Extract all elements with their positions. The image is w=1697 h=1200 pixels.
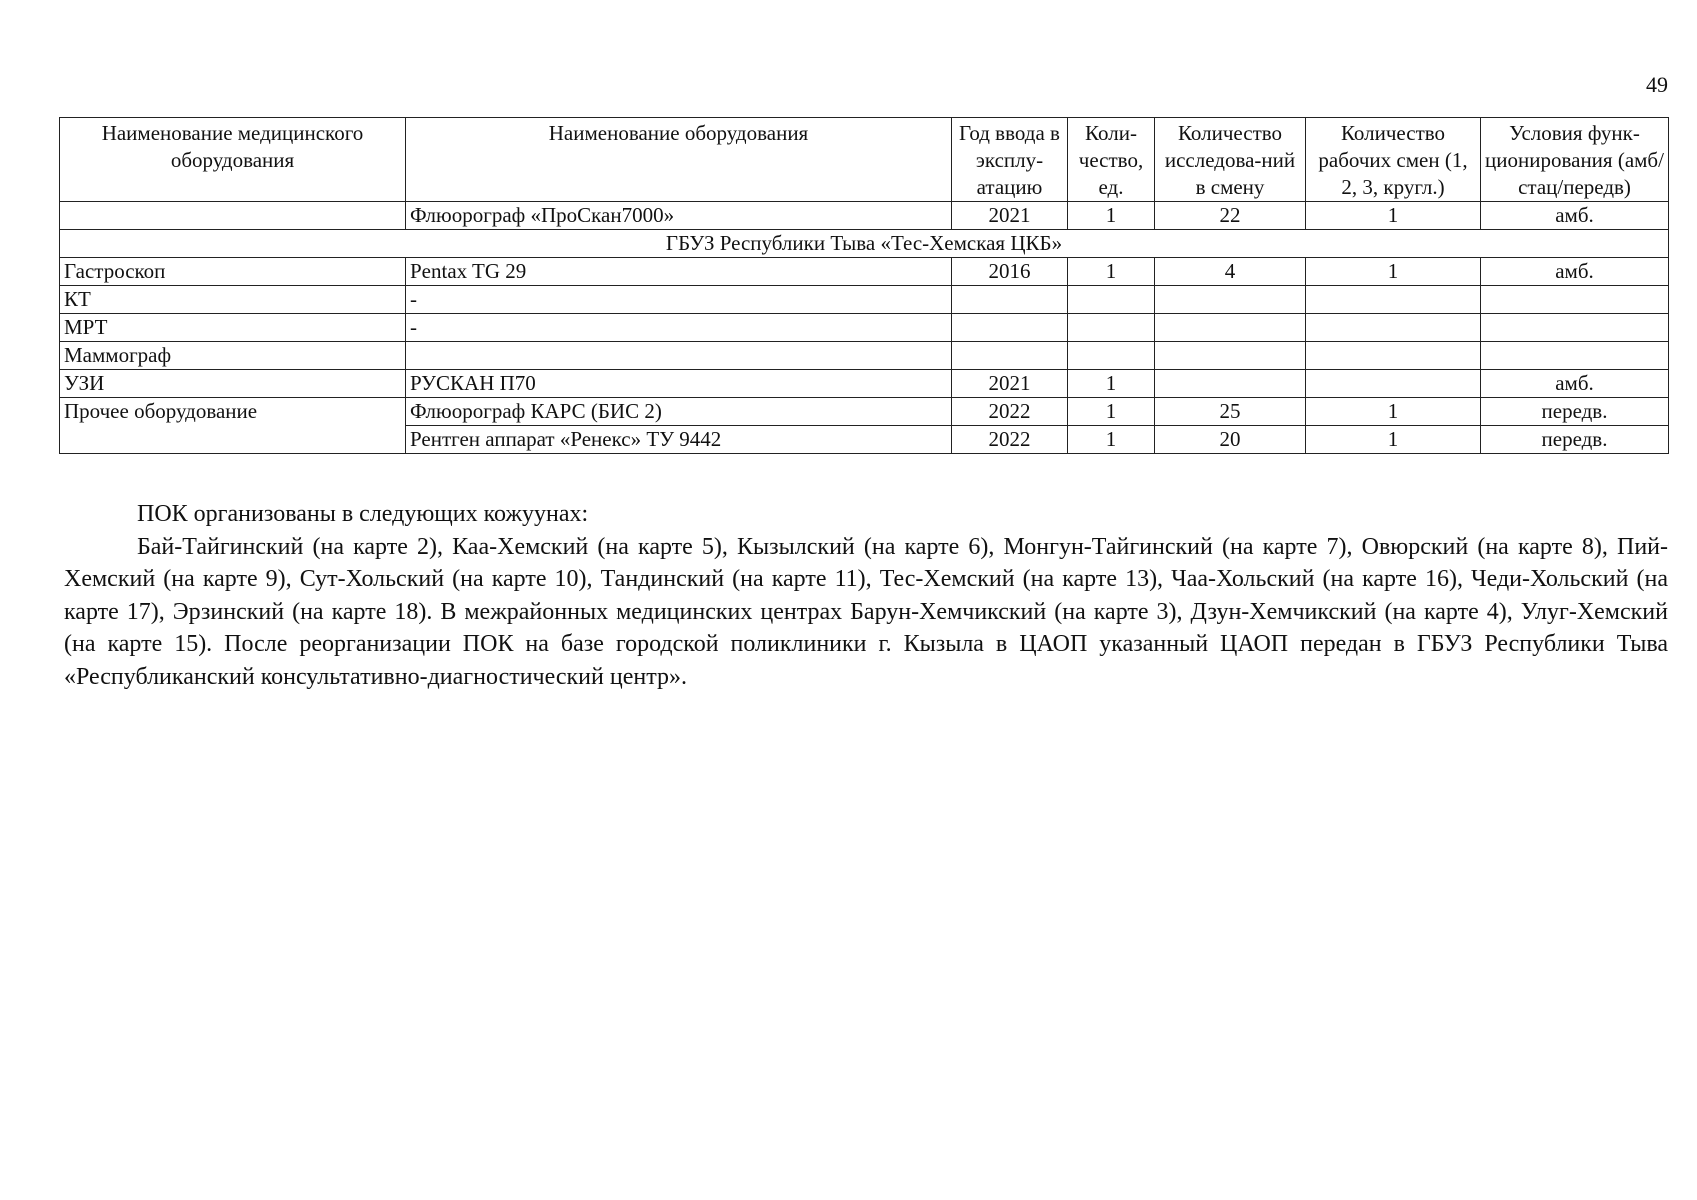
body-text	[64, 498, 1668, 693]
cell-type	[60, 426, 406, 454]
cell-type: КТ	[60, 286, 406, 314]
cell-conditions	[1481, 314, 1669, 342]
cell-year: 2021	[952, 202, 1068, 230]
header-shifts: Количество рабочих смен (1, 2, 3, кругл.)	[1306, 118, 1481, 202]
cell-qty: 1	[1068, 202, 1155, 230]
cell-name	[406, 342, 952, 370]
cell-shifts	[1306, 286, 1481, 314]
cell-shifts	[1306, 342, 1481, 370]
table-row	[60, 314, 1669, 342]
cell-conditions: передв.	[1481, 398, 1669, 426]
cell-type: МРТ	[60, 314, 406, 342]
cell-year: 2022	[952, 426, 1068, 454]
page-number: 49	[1646, 72, 1668, 97]
cell-studies: 4	[1155, 258, 1306, 286]
header-equipment-name: Наименование оборудования	[406, 118, 952, 202]
cell-qty: 1	[1068, 398, 1155, 426]
cell-shifts	[1306, 314, 1481, 342]
header-quantity: Коли-чество, ед.	[1068, 118, 1155, 202]
table-row	[60, 426, 1669, 454]
cell-year: 2016	[952, 258, 1068, 286]
cell-studies: 20	[1155, 426, 1306, 454]
header-studies-per-shift: Количество исследова-ний в смену	[1155, 118, 1306, 202]
cell-qty	[1068, 342, 1155, 370]
cell-conditions: амб.	[1481, 258, 1669, 286]
equipment-table	[59, 117, 1669, 454]
paragraph: Бай-Тайгинский (на карте 2), Каа-Хемский (на карте 5), Кызылский (на карте 6), Монгун-Тайгинский (на карте 7), Овюрский (на карте 8), Пий-Хемский (на карте 9), Сут-Хольский (на карте 10), Тандинский (на карте 11), Тес-Хемский (на карте 13), Чаа-Хольский (на карте 16), Чеди-Хольский (на карте 17), Эрзинский (на карте 18). В межрайонных медицинских центрах Барун-Хемчикский (на карте 3), Дзун-Хемчикский (на карте 4), Улуг-Хемский (на карте 15). После реорганизации ПОК на базе городской поликлиники г. Кызыла в ЦАОП указанный ЦАОП передан в ГБУЗ Республики Тыва «Республиканский консультативно-диагностический центр».	[64, 533, 1668, 690]
table-row	[60, 370, 1669, 398]
header-year: Год ввода в эксплу-атацию	[952, 118, 1068, 202]
cell-type	[60, 202, 406, 230]
cell-name: Флюорограф «ПроСкан7000»	[406, 202, 952, 230]
cell-type: УЗИ	[60, 370, 406, 398]
table-row	[60, 286, 1669, 314]
table-row	[60, 258, 1669, 286]
cell-type: Маммограф	[60, 342, 406, 370]
cell-year: 2022	[952, 398, 1068, 426]
cell-name: -	[406, 314, 952, 342]
cell-qty: 1	[1068, 426, 1155, 454]
cell-type: Гастроскоп	[60, 258, 406, 286]
cell-shifts: 1	[1306, 426, 1481, 454]
cell-name: Pentax TG 29	[406, 258, 952, 286]
cell-qty: 1	[1068, 258, 1155, 286]
paragraph: ПОК организованы в следующих кожуунах:	[137, 501, 589, 527]
cell-conditions	[1481, 342, 1669, 370]
cell-type: Прочее оборудование	[60, 398, 406, 426]
cell-studies	[1155, 314, 1306, 342]
cell-shifts	[1306, 370, 1481, 398]
cell-shifts: 1	[1306, 258, 1481, 286]
table-row	[60, 398, 1669, 426]
cell-conditions: передв.	[1481, 426, 1669, 454]
cell-name: Флюорограф КАРС (БИС 2)	[406, 398, 952, 426]
cell-studies: 25	[1155, 398, 1306, 426]
cell-conditions	[1481, 286, 1669, 314]
cell-year: 2021	[952, 370, 1068, 398]
cell-conditions: амб.	[1481, 370, 1669, 398]
header-equipment-type: Наименование медицинского оборудования	[60, 118, 406, 202]
cell-qty	[1068, 286, 1155, 314]
table-row	[60, 202, 1669, 230]
cell-qty	[1068, 314, 1155, 342]
cell-shifts: 1	[1306, 202, 1481, 230]
cell-name: -	[406, 286, 952, 314]
cell-year	[952, 286, 1068, 314]
table-row	[60, 342, 1669, 370]
cell-studies	[1155, 342, 1306, 370]
cell-studies	[1155, 286, 1306, 314]
cell-name: Рентген аппарат «Ренекс» ТУ 9442	[406, 426, 952, 454]
cell-year	[952, 342, 1068, 370]
header-conditions: Условия функ-ционирования (амб/стац/передв)	[1481, 118, 1669, 202]
cell-qty: 1	[1068, 370, 1155, 398]
cell-conditions: амб.	[1481, 202, 1669, 230]
cell-studies: 22	[1155, 202, 1306, 230]
cell-studies	[1155, 370, 1306, 398]
section-row	[60, 230, 1669, 258]
cell-year	[952, 314, 1068, 342]
table-header-row	[60, 118, 1669, 202]
section-title: ГБУЗ Республики Тыва «Тес-Хемская ЦКБ»	[60, 230, 1669, 258]
cell-name: РУСКАН П70	[406, 370, 952, 398]
cell-shifts: 1	[1306, 398, 1481, 426]
